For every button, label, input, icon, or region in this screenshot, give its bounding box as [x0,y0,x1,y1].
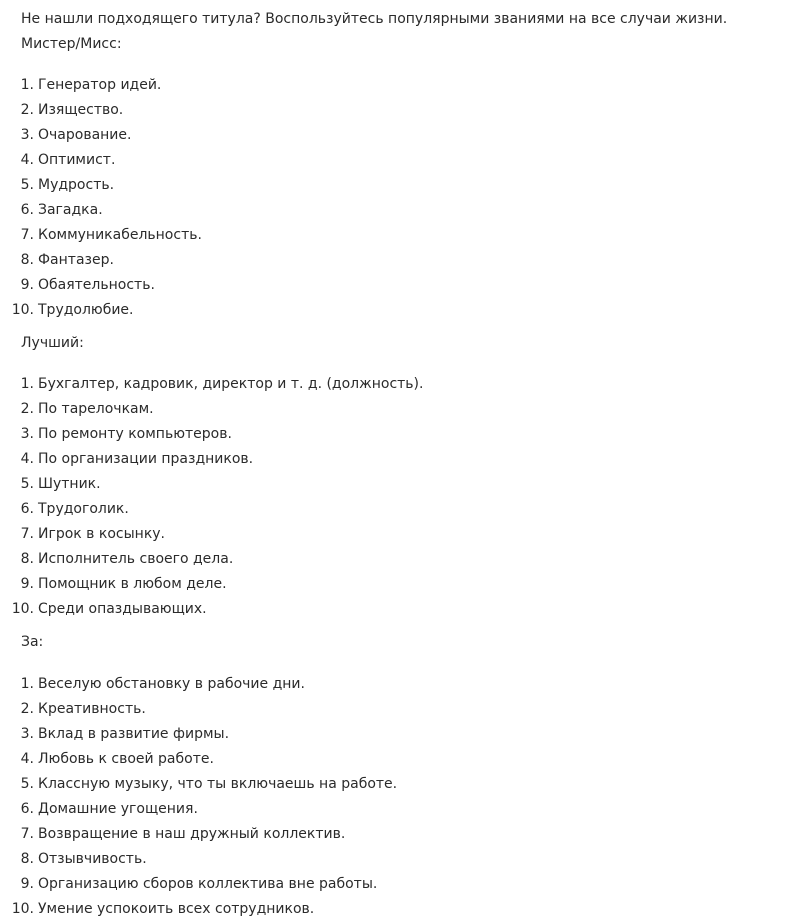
list-item-text: Вклад в развитие фирмы. [38,726,230,742]
list-item-text: Генератор идей. [38,77,162,93]
list-item-text: Обаятельность. [38,277,155,293]
list-item-number: 3. [20,426,34,442]
intro-line: Не нашли подходящего титула? Воспользуйтесь популярными званиями на все случаи жизни. [21,11,728,27]
list-item-text: Изящество. [38,102,124,118]
list-item-text: По организации праздников. [38,451,254,467]
list-item-number: 6. [20,501,34,517]
list-item-text: Трудолюбие. [38,302,134,318]
list-item-number: 5. [20,776,34,792]
list-item-text: Игрок в косынку. [38,526,166,542]
list-item-text: Исполнитель своего дела. [38,551,234,567]
list-item-text: Очарование. [38,127,132,143]
section-heading-for: За: [21,634,44,650]
list-item-number: 9. [20,277,34,293]
list-item-number: 4. [20,751,34,767]
list-item-text: Возвращение в наш дружный коллектив. [38,826,346,842]
list-item-number: 3. [20,127,34,143]
list-item-number: 2. [20,102,34,118]
section-heading-mister-miss: Мистер/Мисс: [21,36,122,52]
list-item-number: 10. [11,302,34,318]
list-item-text: Помощник в любом деле. [38,576,227,592]
list-item-text: Классную музыку, что ты включаешь на работе. [38,776,398,792]
list-item-text: По тарелочкам. [38,401,154,417]
list-item-number: 5. [20,177,34,193]
intro-text [21,7,727,57]
list-item-number: 6. [20,202,34,218]
list-item-number: 6. [20,801,34,817]
list-item-text: Отзывчивость. [38,851,147,867]
list-item-number: 3. [20,726,34,742]
list-item-text: Умение успокоить всех сотрудников. [38,901,315,917]
list-item-number: 10. [11,601,34,617]
list-item-number: 7. [20,227,34,243]
list-item-number: 7. [20,826,34,842]
list-item-text: Креативность. [38,701,146,717]
list-item-text: Загадка. [38,202,103,218]
list-item-text: Веселую обстановку в рабочие дни. [38,676,305,692]
list-item-number: 8. [20,551,34,567]
list-item-number: 5. [20,476,34,492]
list-item-text: Трудоголик. [38,501,129,517]
list-item-text: Фантазер. [38,252,114,268]
list-item-number: 2. [20,701,34,717]
list-item-number: 9. [20,876,34,892]
list-item-text: Шутник. [38,476,101,492]
list-item-text: По ремонту компьютеров. [38,426,232,442]
list-item-text: Среди опаздывающих. [38,601,207,617]
list-item-text: Оптимист. [38,152,116,168]
list-item-number: 8. [20,851,34,867]
list-item-number: 9. [20,576,34,592]
list-item-number: 1. [20,676,34,692]
list-item-text: Домашние угощения. [38,801,198,817]
section-heading-best: Лучший: [21,335,84,351]
list-item-text: Организацию сборов коллектива вне работы. [38,876,378,892]
list-item-number: 1. [20,376,34,392]
list-item-number: 8. [20,252,34,268]
list-item-text: Любовь к своей работе. [38,751,214,767]
list-item-number: 4. [20,451,34,467]
list-item-number: 1. [20,77,34,93]
list-item-text: Бухгалтер, кадровик, директор и т. д. (должность). [38,376,424,392]
list-item-number: 4. [20,152,34,168]
list-item-number: 10. [11,901,34,917]
list-item-text: Коммуникабельность. [38,227,202,243]
list-item-text: Мудрость. [38,177,115,193]
list-item-number: 2. [20,401,34,417]
list-item-number: 7. [20,526,34,542]
